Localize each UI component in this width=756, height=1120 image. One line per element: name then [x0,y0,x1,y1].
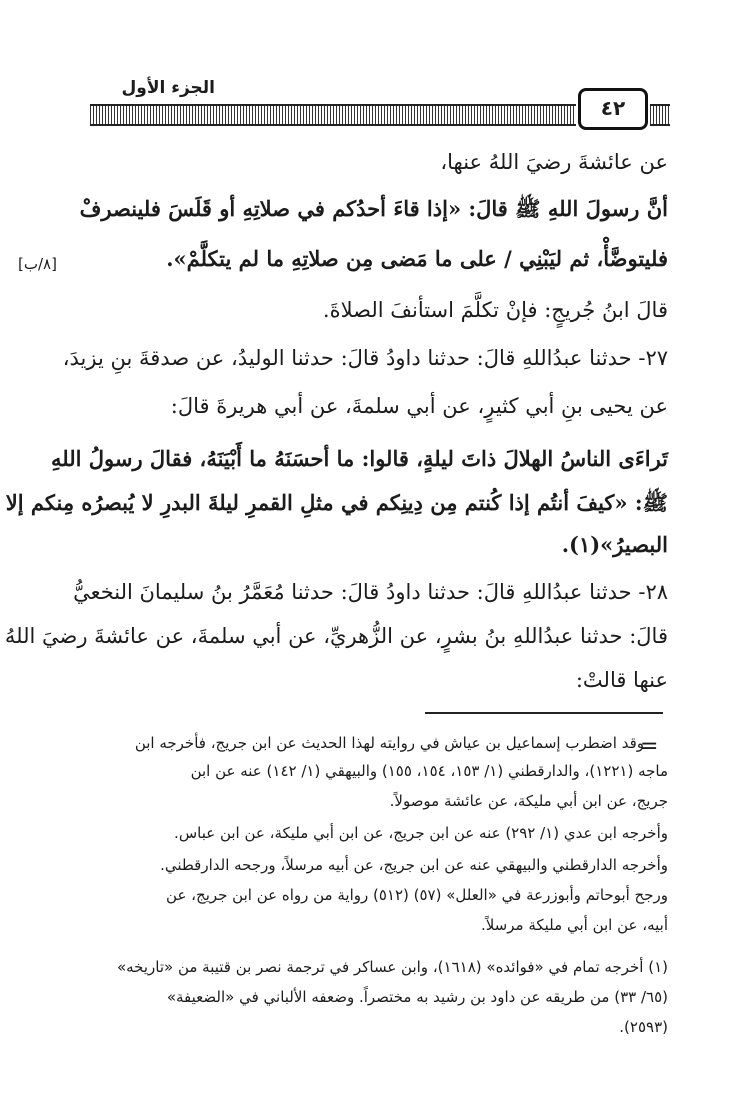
footnote-line: ورجح أبوحاتم وأبوزرعة في «العلل» (٥٧) (٥١٢) رواية من رواه عن ابن جريج، عن [166,886,668,904]
body-line: عنها قالتْ: [575,668,668,692]
page-number: ٤٢ [578,88,648,130]
footnote-separator [425,712,663,714]
body-line-isnad: ٢٧- حدثنا عبدُاللهِ قالَ: حدثنا داودُ قالَ: حدثنا الوليدُ، عن صدقةَ بنِ يزيدَ، [62,346,668,370]
body-line-isnad: عن يحيى بنِ أبي كثيرٍ، عن أبي سلمةَ، عن أبي هريرةَ قالَ: [170,394,668,418]
body-line: عن عائشةَ رضيَ اللهُ عنها، [440,150,668,174]
footnote-line: (٦٥/ ٣٣) من طريقه عن داود بن رشيد به مختصراً. وضعفه الألباني في «الضعيفة» [166,988,668,1006]
body-line-hadith: فليتوضَّأْ، ثم ليَبْنِي / على ما مَضى مِن صلاتِهِ ما لم يتكلَّمْ». [166,246,668,271]
body-line-hadith: تَراءَى الناسُ الهلالَ ذاتَ ليلةٍ، قالوا: ما أحسَنَهُ ما أَبْيَنَهُ، فقالَ رسولُ اللهِ [51,446,668,471]
footnote-line: وأخرجه ابن عدي (١/ ٢٩٢) عنه عن ابن جريج، عن ابن أبي مليكة، عن ابن عباس. [174,824,668,842]
body-line-hadith: ﷺ: «كيفَ أنتُم إذا كُنتم مِن دِينِكم في مثلِ القمرِ ليلةَ البدرِ لا يُبصرُه مِنكم إلا [5,490,668,515]
footnote-line: وقد اضطرب إسماعيل بن عياش في روايته لهذا الحديث عن ابن جريج، فأخرجه ابن [134,734,644,752]
footnote-continuation-mark: = [640,734,659,759]
header-ornament-bar [90,104,576,126]
manuscript-folio-marker: [٨/ب] [18,255,57,273]
body-line-hadith: أنَّ رسولَ اللهِ ﷺ قالَ: «إذا قاءَ أحدُكم في صلاتِهِ أو قَلَسَ فلينصرفْ [79,196,668,221]
header-ornament-end [650,104,670,126]
footnote-line: ماجه (١٢٢١)، والدارقطني (١/ ١٥٣، ١٥٤، ١٥٥) والبيهقي (١/ ١٤٢) عنه عن ابن [190,762,668,780]
body-line-isnad: ٢٨- حدثنا عبدُاللهِ قالَ: حدثنا داودُ قالَ: حدثنا مُعَمَّرُ بنُ سليمانَ النخعيُّ [73,580,668,604]
footnote-line: (٢٥٩٣). [619,1018,668,1036]
footnote-line: أبيه، عن ابن أبي مليكة مرسلاً. [480,916,668,934]
body-line: قالَ ابنُ جُريجٍ: فإنْ تكلَّمَ استأنفَ الصلاةَ. [322,298,668,322]
footnote-line: جريج، عن ابن أبي مليكة، عن عائشة موصولاً. [389,792,668,810]
body-line-isnad: قالَ: حدثنا عبدُاللهِ بنُ بشرٍ، عن الزُّهريِّ، عن أبي سلمةَ، عن عائشةَ رضيَ اللهُ [4,624,668,648]
body-line-hadith: البصيرُ»(١). [561,532,668,557]
running-header-title: الجزء الأول [121,78,215,98]
footnote-line: (١) أخرجه تمام في «فوائده» (١٦١٨)، وابن عساكر في ترجمة نصر بن قتيبة من «تاريخه» [116,958,668,976]
footnote-line: وأخرجه الدارقطني والبيهقي عنه عن ابن جريج، عن أبيه مرسلاً، ورجحه الدارقطني. [160,856,668,874]
